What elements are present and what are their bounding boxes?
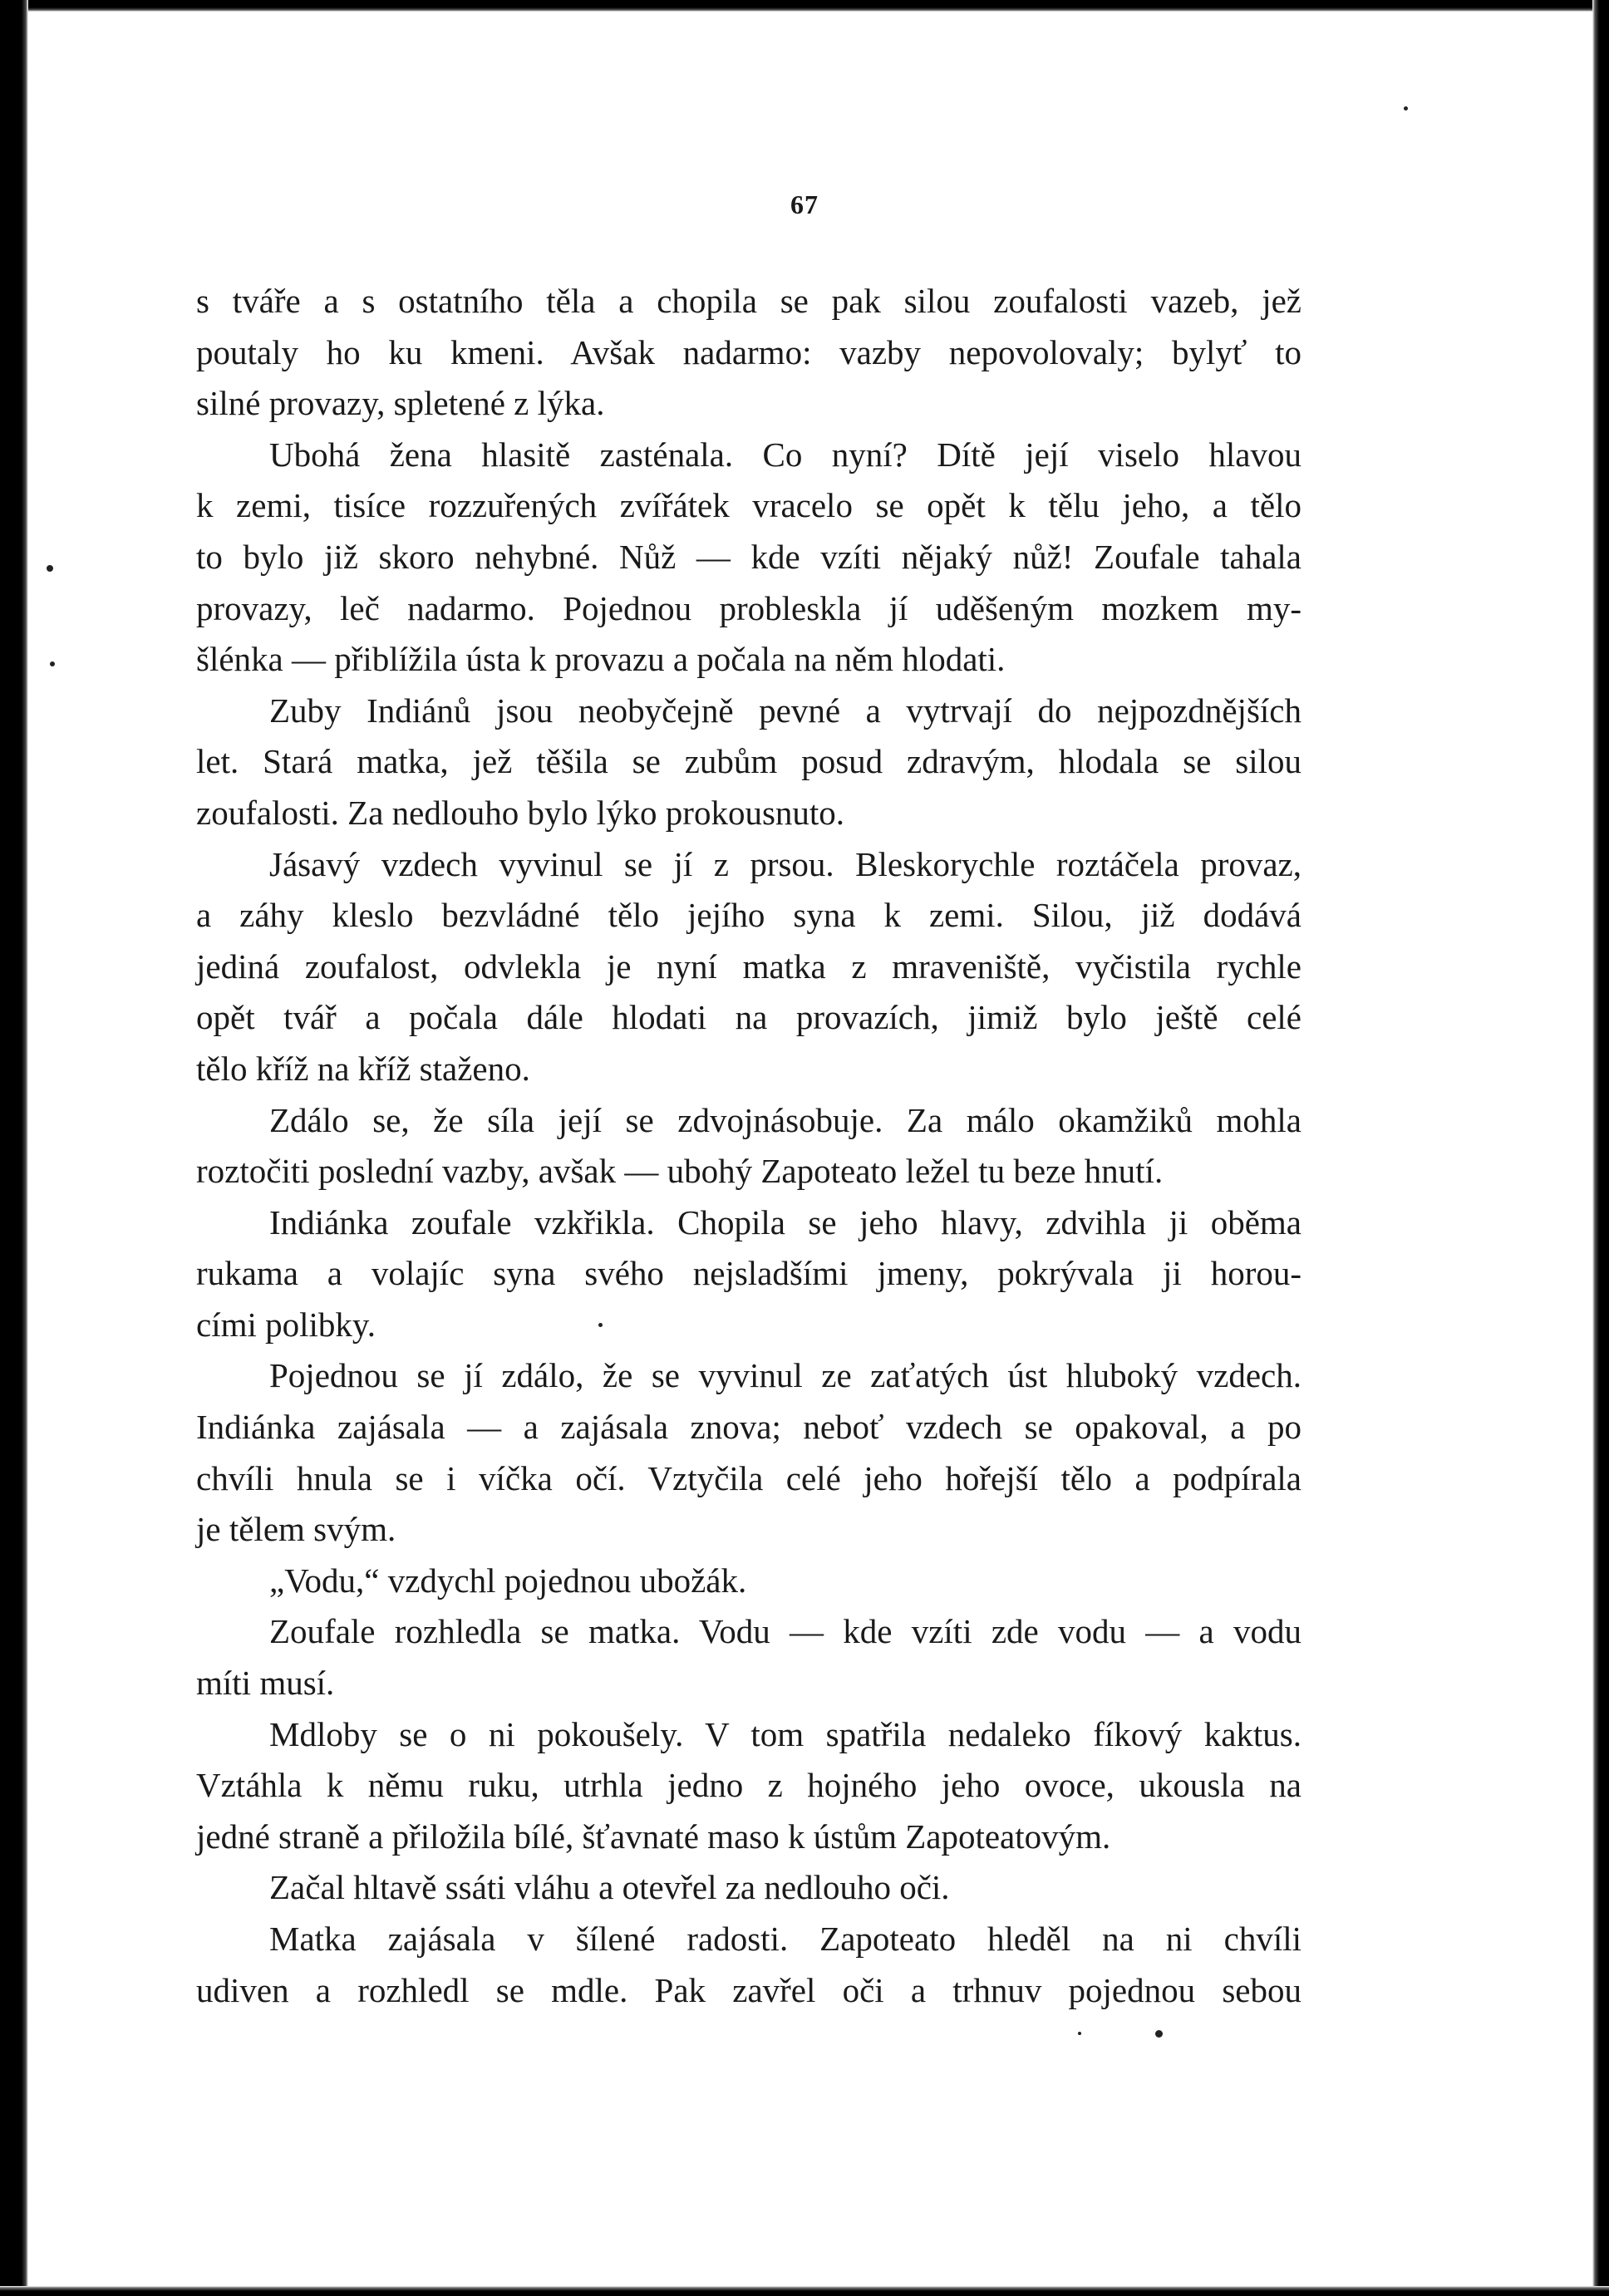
text-line: zoufalosti. Za nedlouho bylo lýko prokousnuto. — [196, 793, 845, 832]
scan-border-right — [1592, 0, 1609, 2296]
text-line: Mdloby se o ni pokoušely. V tom spatřila nedaleko fíkový kaktus. — [269, 1714, 1301, 1753]
text-line: provazy, leč nadarmo. Pojednou probleskla jí uděšeným mozkem my- — [196, 588, 1301, 627]
text-line: Matka zajásala v šílené radosti. Zapoteato hleděl na ni chvíli — [269, 1920, 1301, 1958]
text-line: Vztáhla k němu ruku, utrhla jedno z hojného jeho ovoce, ukousla na — [196, 1766, 1301, 1805]
text-line: udiven a rozhledl se mdle. Pak zavřel oči a trhnuv pojednou sebou — [196, 1970, 1301, 2009]
scan-border-bottom — [0, 2286, 1609, 2296]
text-line: „Vodu,“ vzdychl pojednou ubožák. — [269, 1561, 747, 1600]
text-line: šlénka — přiblížila ústa k provazu a počala na něm hlodati. — [196, 640, 1006, 679]
text-line: Pojednou se jí zdálo, že se vyvinul ze zaťatých úst hluboký vzdech. — [269, 1356, 1301, 1395]
text-line: chvíli hnula se i víčka očí. Vztyčila celé jeho hořejší tělo a podpírala — [196, 1458, 1301, 1497]
text-line: rukama a volajíc syna svého nejsladšími jmeny, pokrývala ji horou- — [196, 1254, 1301, 1293]
scan-speck — [1155, 2030, 1163, 2038]
text-line: let. Stará matka, jež těšila se zubům posud zdravým, hlodala se silou — [196, 742, 1301, 781]
scan-speck — [47, 565, 53, 572]
text-line: opět tvář a počala dále hlodati na provazích, jimiž bylo ještě celé — [196, 998, 1301, 1037]
text-line: Ubohá žena hlasitě zasténala. Co nyní? Dítě její viselo hlavou — [269, 435, 1301, 474]
text-line: Jásavý vzdech vyvinul se jí z prsou. Bleskorychle roztáčela provaz, — [269, 844, 1301, 883]
text-line: Zoufale rozhledla se matka. Vodu — kde vzíti zde vodu — a vodu — [269, 1612, 1301, 1651]
text-line: roztočiti poslední vazby, avšak — ubohý Zapoteato ležel tu beze hnutí. — [196, 1152, 1164, 1191]
text-line: k zemi, tisíce rozzuřených zvířátek vracelo se opět k tělu jeho, a tělo — [196, 486, 1301, 525]
text-line: Zuby Indiánů jsou neobyčejně pevné a vytrvají do nejpozdnějších — [269, 691, 1301, 730]
text-line: jedné straně a přiložila bílé, šťavnaté maso k ústům Zapoteatovým. — [196, 1817, 1111, 1856]
scan-speck — [50, 661, 55, 666]
text-line: tělo kříž na kříž staženo. — [196, 1049, 530, 1088]
text-line: poutaly ho ku kmeni. Avšak nadarmo: vazby nepovolovaly; bylyť to — [196, 332, 1301, 371]
text-line: silné provazy, spletené z lýka. — [196, 384, 605, 423]
text-line: s tváře a s ostatního těla a chopila se pak silou zoufalosti vazeb, jež — [196, 282, 1301, 320]
page-number: 67 — [790, 189, 819, 219]
text-line: a záhy kleslo bezvládné tělo jejího syna k zemi. Silou, již dodává — [196, 896, 1301, 935]
text-line: Indiánka zajásala — a zajásala znova; neboť vzdech se opakoval, a po — [196, 1408, 1301, 1447]
body-text — [196, 276, 1301, 2016]
text-line: to bylo již skoro nehybné. Nůž — kde vzíti nějaký nůž! Zoufale tahala — [196, 537, 1301, 576]
text-line: Indiánka zoufale vzkřikla. Chopila se jeho hlavy, zdvihla ji oběma — [269, 1202, 1301, 1241]
text-line: Zdálo se, že síla její se zdvojnásobuje. Za málo okamžiků mohla — [269, 1100, 1301, 1139]
text-line: jediná zoufalost, odvlekla je nyní matka z mraveniště, vyčistila rychle — [196, 946, 1301, 986]
text-line: je tělem svým. — [196, 1510, 396, 1549]
scan-speck — [1078, 2032, 1081, 2035]
scan-border-left — [0, 0, 28, 2296]
scan-speck — [1404, 106, 1408, 111]
text-line: míti musí. — [196, 1664, 335, 1703]
scan-border-top — [0, 0, 1609, 12]
text-line: cími polibky. — [196, 1305, 376, 1344]
text-line: Začal hltavě ssáti vláhu a otevřel za nedlouho oči. — [269, 1868, 950, 1907]
